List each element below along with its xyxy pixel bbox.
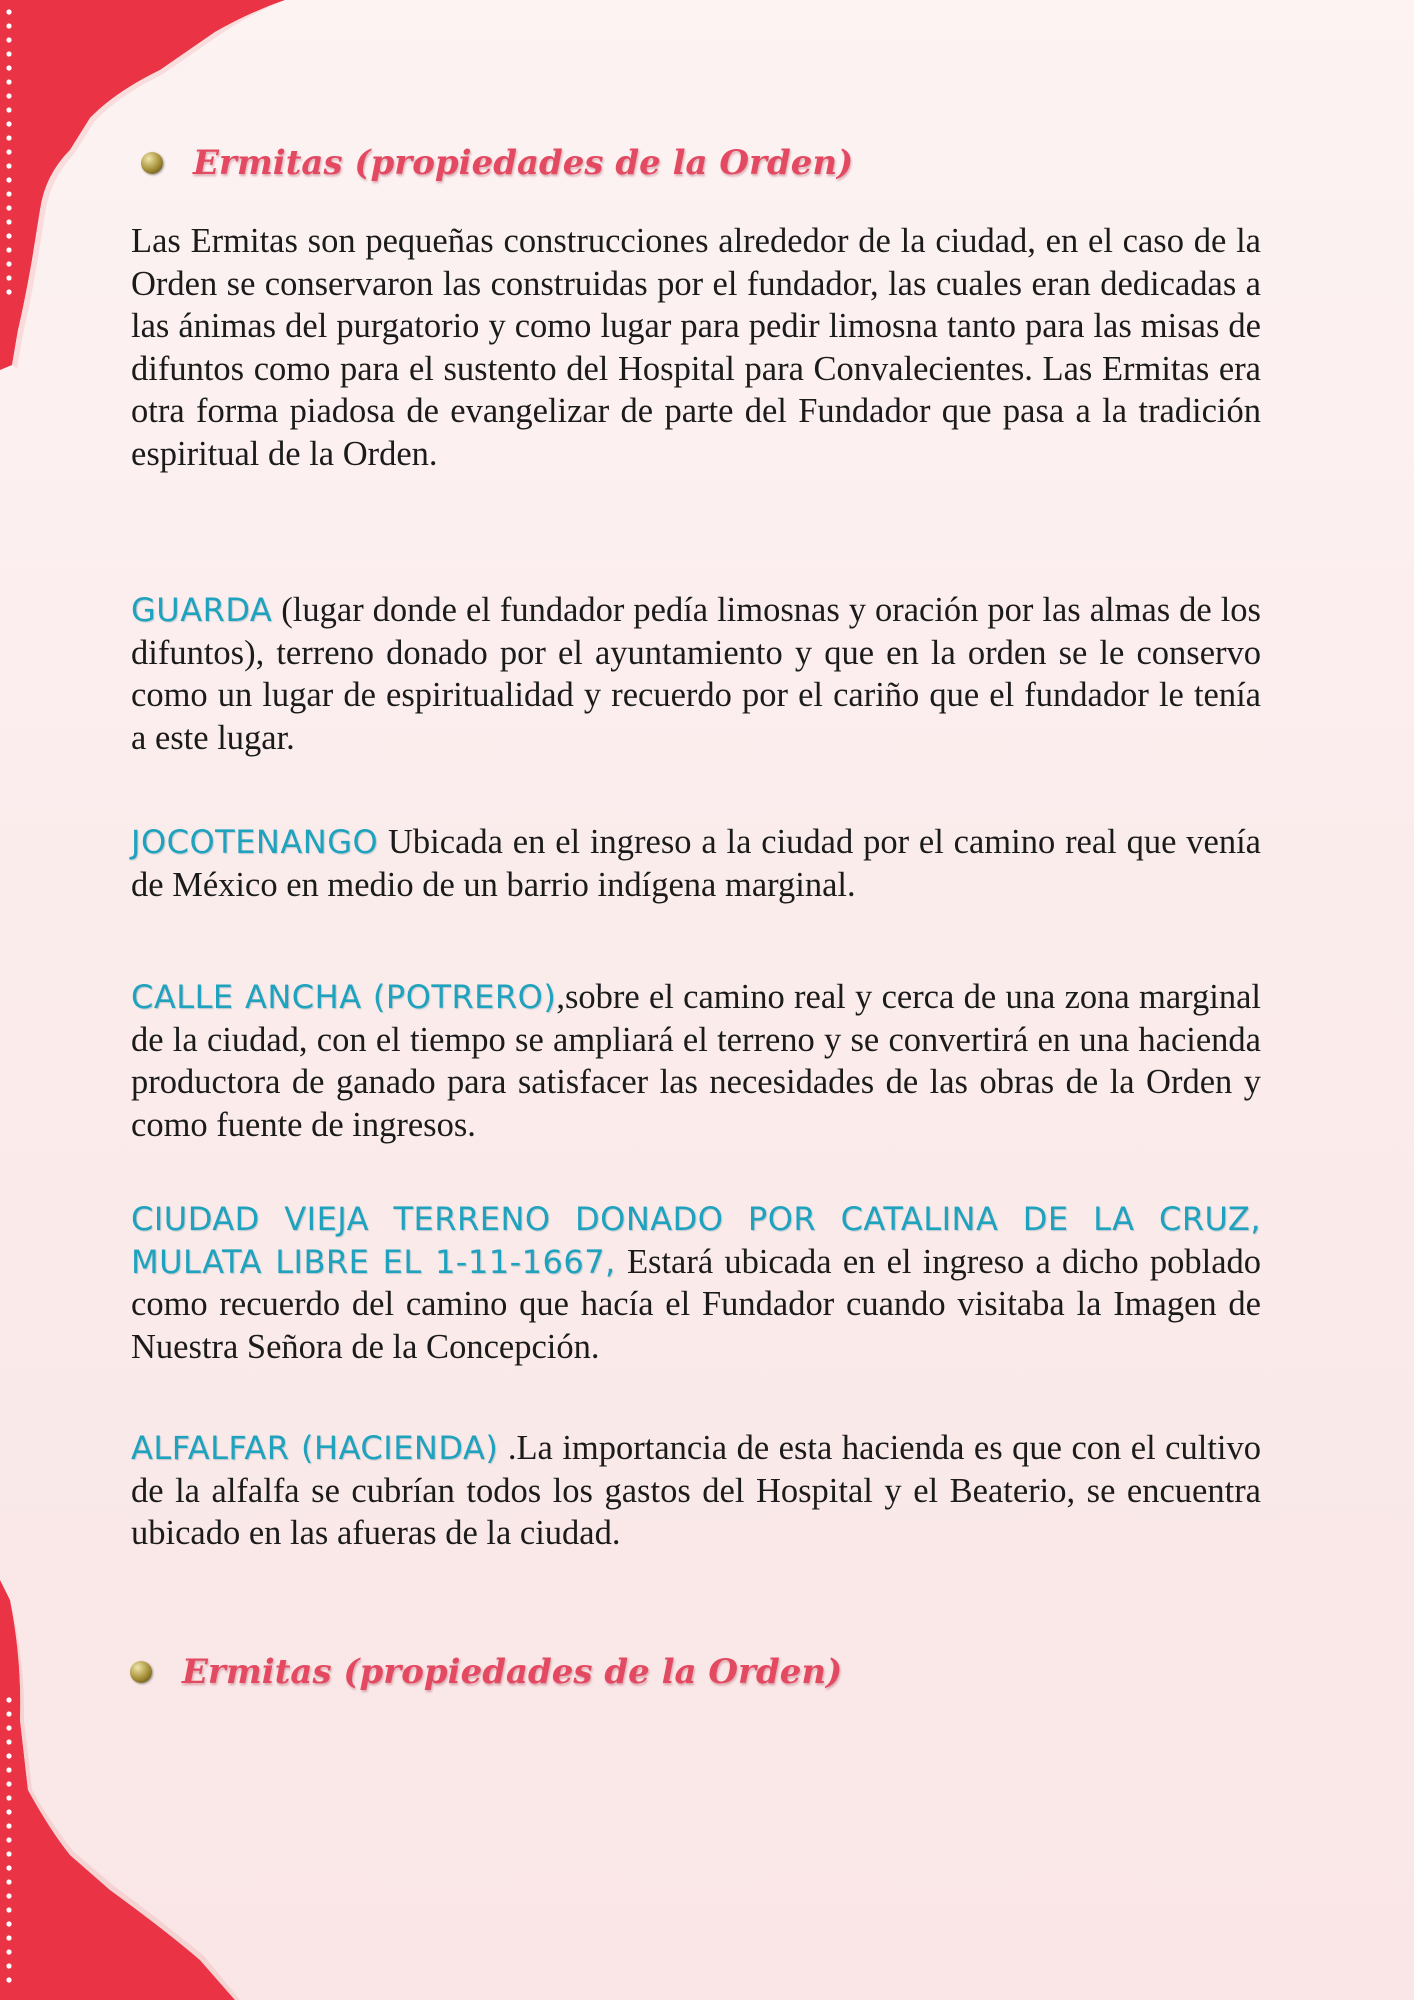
calle-ancha-keyword: CALLE ANCHA (POTRERO) — [131, 978, 557, 1016]
guarda-keyword: GUARDA — [131, 591, 273, 629]
jocotenango-keyword: JOCOTENANGO — [131, 823, 379, 861]
guarda-paragraph — [131, 589, 1261, 759]
alfalfar-keyword: ALFALFAR (HACIENDA) — [131, 1429, 499, 1467]
section-heading-bottom — [130, 1652, 842, 1692]
bottom-left-ribbon — [0, 1580, 235, 2000]
calle-ancha-text: ,sobre el camino real y cerca de una zona marginal de la ciudad, con el tiempo se ampliará el terreno y se convertirá en una hacienda productora de ganado para satisfacer las necesidades de las obras de la Orden y como fuente de ingresos. — [131, 978, 1262, 1144]
perforation-bottom — [6, 1697, 11, 1982]
ciudad-vieja-text: Estará ubicada en el ingreso a dicho poblado como recuerdo del camino que hacía el Fundador cuando visitaba la Imagen de Nuestra Señora de la Concepción. — [131, 1242, 1262, 1366]
guarda-text: (lugar donde el fundador pedía limosnas y oración por las almas de los difuntos), terreno donado por el ayuntamiento y que en la orden se le conservo como un lugar de espiritualidad y recuerdo por el cariño que el fundador le tenía a este lugar. — [131, 591, 1261, 757]
jocotenango-paragraph — [131, 821, 1261, 906]
jocotenango-text: Ubicada en el ingreso a la ciudad por el camino real que venía de México en medio de un barrio indígena marginal. — [131, 823, 1261, 904]
section-heading-top — [141, 143, 853, 183]
intro-paragraph: Las Ermitas son pequeñas construcciones alrededor de la ciudad, en el caso de la Orden se conservaron las construidas por el fundador, las cuales eran dedicadas a las ánimas del purgatorio y como lugar para pedir limosna tanto para las misas de difuntos como para el sustento del Hospital para Convalecientes. Las Ermitas era otra forma piadosa de evangelizar de parte del Fundador que pasa a la tradición espiritual de la Orden. — [131, 222, 1261, 473]
bullet-icon — [141, 152, 163, 174]
ciudad-vieja-keyword: CIUDAD VIEJA TERRENO DONADO POR CATALINA DE LA CRUZ, MULATA LIBRE EL 1-11-1667, — [131, 1200, 1261, 1281]
alfalfar-text: .La importancia de esta hacienda es que con el cultivo de la alfalfa se cubrían todos los gastos del Hospital y el Beaterio, se encuentra ubicado en las afueras de la ciudad. — [131, 1429, 1262, 1552]
heading-text: Ermitas (propiedades de la Orden) — [182, 1652, 843, 1692]
alfalfar-paragraph — [131, 1427, 1261, 1555]
perforation-top — [6, 9, 11, 294]
ciudad-vieja-paragraph — [131, 1198, 1261, 1368]
calle-ancha-paragraph — [131, 976, 1261, 1146]
bullet-icon — [130, 1661, 152, 1683]
heading-text: Ermitas (propiedades de la Orden) — [193, 143, 854, 183]
